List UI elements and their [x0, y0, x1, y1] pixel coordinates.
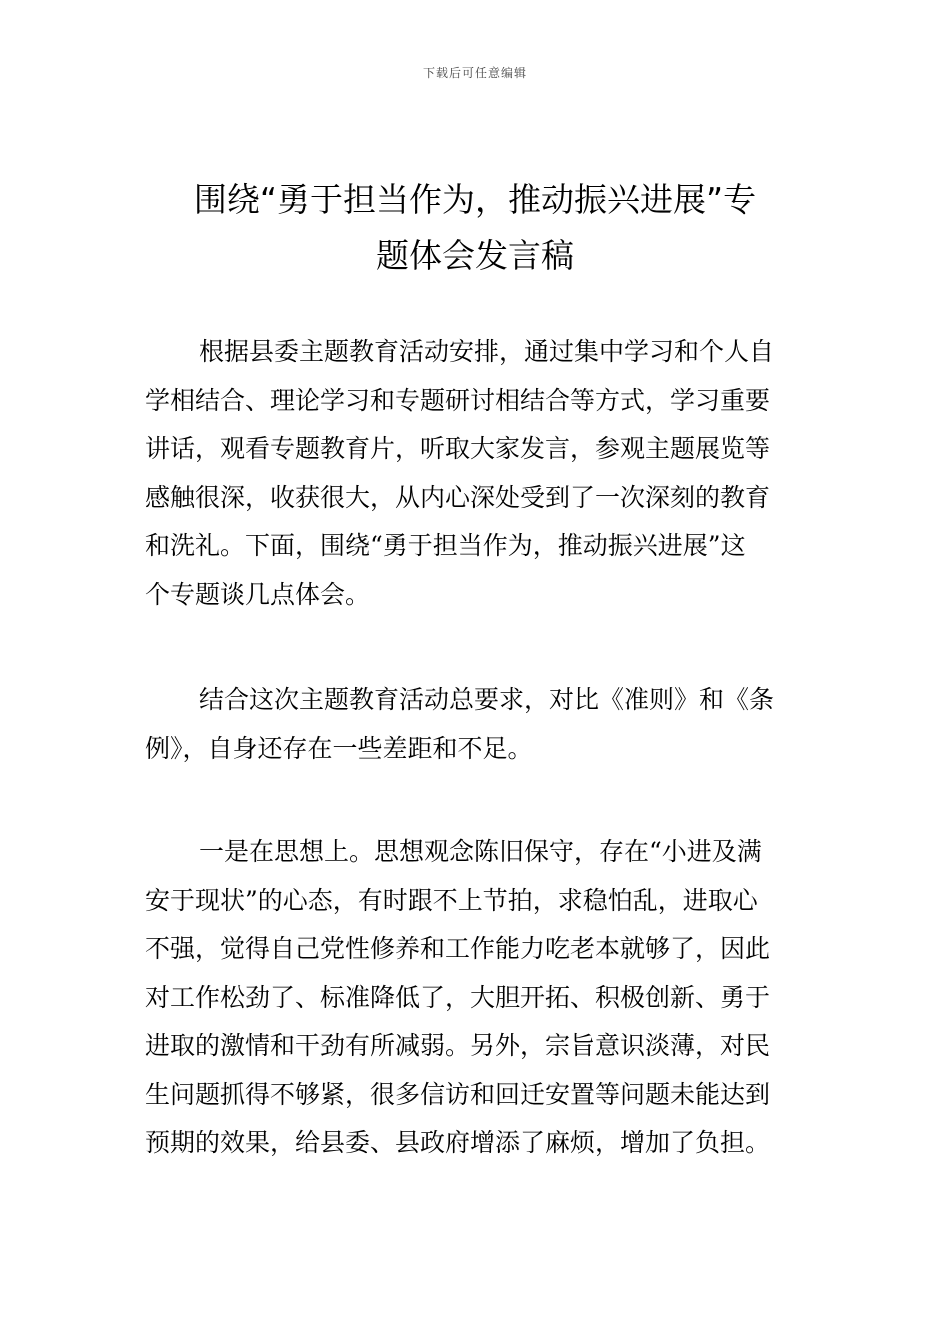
paragraph-line: 学相结合、理论学习和专题研讨相结合等方式，学习重要	[145, 385, 771, 415]
paragraph-line: 进取的激情和干劲有所减弱。另外，宗旨意识淡薄，对民	[145, 1031, 771, 1060]
paragraph-line: 例》，自身还存在一些差距和不足。	[145, 733, 533, 763]
paragraph-thinking	[145, 828, 805, 1168]
title-line: 题体会发言稿	[376, 236, 574, 275]
paragraph-gaps	[145, 676, 805, 773]
paragraph-line: 和洗礼。下面，围绕“勇于担当作为，推动振兴进展”这	[145, 531, 746, 560]
paragraph-line: 结合这次主题教育活动总要求，对比《准则》和《条	[199, 685, 775, 714]
paragraph-line: 个专题谈几点体会。	[145, 579, 371, 609]
paragraph-intro	[145, 328, 805, 619]
paragraph-line: 预期的效果，给县委、县政府增添了麻烦，增加了负担。	[145, 1128, 771, 1157]
paragraph-line: 讲话，观看专题教育片，听取大家发言，参观主题展览等	[145, 434, 771, 463]
document-title	[145, 172, 805, 284]
paragraph-line: 生问题抓得不够紧，很多信访和回迁安置等问题未能达到	[145, 1079, 771, 1109]
paragraph-line: 对工作松劲了、标准降低了，大胆开拓、积极创新、勇于	[145, 982, 771, 1012]
title-line: 围绕“勇于担当作为，推动振兴进展”专	[193, 180, 757, 219]
paragraph-line: 感触很深，收获很大，从内心深处受到了一次深刻的教育	[145, 482, 771, 512]
paragraph-line: 根据县委主题教育活动安排，通过集中学习和个人自	[199, 337, 775, 366]
paragraph-line: 不强，觉得自己党性修养和工作能力吃老本就够了，因此	[145, 934, 771, 963]
paragraph-line: 安于现状”的心态，有时跟不上节拍，求稳怕乱，进取心	[145, 885, 758, 915]
paragraph-line: 一是在思想上。思想观念陈旧保守，存在“小进及满	[199, 837, 762, 866]
header-note: 下载后可任意编辑	[422, 66, 527, 80]
